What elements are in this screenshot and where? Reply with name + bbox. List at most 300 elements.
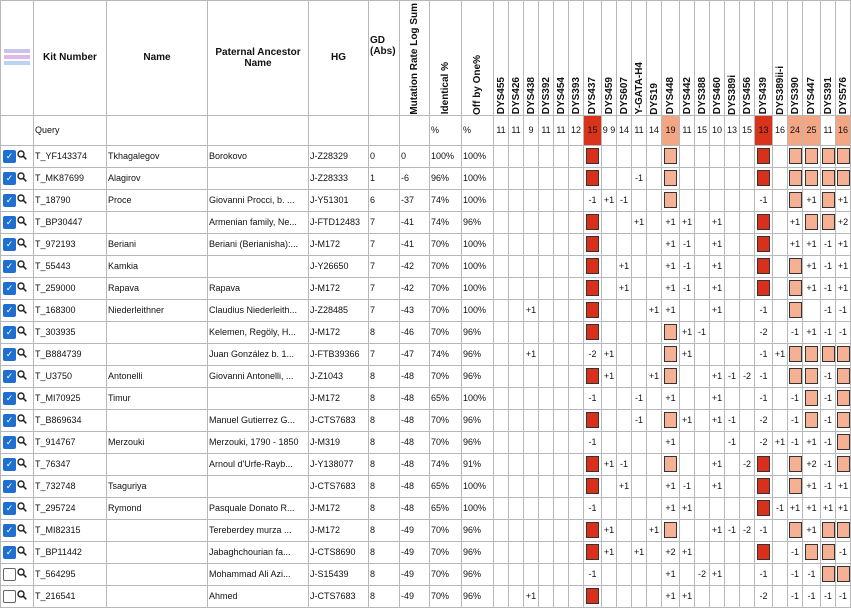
- marker-diff: -1: [725, 409, 740, 431]
- checkbox-icon[interactable]: ✓: [3, 172, 16, 185]
- marker-box-pink: [805, 148, 818, 164]
- col-marker-dys448[interactable]: [662, 1, 680, 116]
- marker-diff: -1: [725, 431, 740, 453]
- marker-diff: +1: [662, 277, 680, 299]
- marker-cell: [554, 255, 569, 277]
- marker-diff: -1: [617, 453, 632, 475]
- table-row[interactable]: [1, 497, 851, 519]
- kit-number[interactable]: T_BP11442: [34, 541, 107, 563]
- magnifier-icon[interactable]: [17, 458, 27, 470]
- marker-cell: [680, 387, 695, 409]
- row-select-cell: [1, 387, 34, 409]
- marker-diff: +1: [680, 541, 695, 563]
- checkbox-icon[interactable]: ✓: [3, 414, 16, 427]
- table-row[interactable]: [1, 255, 851, 277]
- marker-cell: [773, 365, 788, 387]
- col-marker-dys607[interactable]: [617, 1, 632, 116]
- marker-cell: [539, 453, 554, 475]
- marker-cell: [524, 277, 539, 299]
- col-paternal-ancestor[interactable]: Paternal Ancestor Name: [208, 1, 309, 116]
- marker-box-pink: [789, 192, 802, 208]
- marker-cell: [554, 365, 569, 387]
- marker-cell: [554, 453, 569, 475]
- marker-label: DYS19: [648, 82, 660, 115]
- marker-cell: [740, 145, 755, 167]
- marker-diff-box: [584, 585, 602, 607]
- magnifier-icon[interactable]: [17, 172, 27, 184]
- kit-number[interactable]: T_295724: [34, 497, 107, 519]
- checkbox-icon[interactable]: ✓: [3, 392, 16, 405]
- col-off-by-one[interactable]: [462, 1, 494, 116]
- checkbox-icon[interactable]: ✓: [3, 348, 16, 361]
- marker-cell: [602, 585, 617, 607]
- marker-cell: [740, 167, 755, 189]
- checkbox-icon[interactable]: ✓: [3, 370, 16, 383]
- marker-cell: [524, 189, 539, 211]
- table-row[interactable]: [1, 167, 851, 189]
- identical-percent: 70%: [430, 365, 462, 387]
- kit-number[interactable]: T_18790: [34, 189, 107, 211]
- marker-cell: [617, 365, 632, 387]
- identical-percent: 74%: [430, 453, 462, 475]
- marker-diff-box: [803, 387, 821, 409]
- mutation-rate: 0: [400, 145, 430, 167]
- genetic-distance: 7: [369, 233, 400, 255]
- marker-cell: [554, 343, 569, 365]
- magnifier-icon[interactable]: [17, 282, 27, 294]
- query-identical-pct: %: [430, 115, 462, 145]
- col-kit-number[interactable]: Kit Number: [34, 1, 107, 116]
- mutation-rate: -48: [400, 387, 430, 409]
- query-row: [1, 115, 851, 145]
- haplogroup: J-Z28485: [309, 299, 369, 321]
- col-marker-dys438[interactable]: [524, 1, 539, 116]
- kit-number[interactable]: T_55443: [34, 255, 107, 277]
- marker-diff: +1: [803, 189, 821, 211]
- col-marker-dys460[interactable]: [710, 1, 725, 116]
- marker-cell: [773, 277, 788, 299]
- kit-number[interactable]: T_564295: [34, 563, 107, 585]
- marker-box-red: [586, 368, 599, 384]
- marker-cell: [539, 387, 554, 409]
- marker-diff-box: [821, 343, 836, 365]
- marker-cell: [524, 387, 539, 409]
- marker-box-pink: [822, 192, 835, 208]
- marker-cell: [569, 387, 584, 409]
- marker-cell: [509, 563, 524, 585]
- magnifier-icon[interactable]: [17, 392, 27, 404]
- magnifier-icon[interactable]: [17, 260, 27, 272]
- marker-box-pink: [805, 368, 818, 384]
- marker-cell: [509, 541, 524, 563]
- col-name[interactable]: Name: [107, 1, 208, 116]
- marker-cell: [725, 321, 740, 343]
- row-select-cell: [1, 519, 34, 541]
- marker-diff: +1: [710, 453, 725, 475]
- marker-diff: +1: [773, 343, 788, 365]
- marker-cell: [539, 475, 554, 497]
- col-marker-dys455[interactable]: [494, 1, 509, 116]
- magnifier-icon[interactable]: [17, 524, 27, 536]
- table-row[interactable]: [1, 541, 851, 563]
- checkbox-icon[interactable]: [3, 568, 16, 581]
- marker-label: DYS391: [822, 77, 834, 115]
- marker-cell: [494, 475, 509, 497]
- row-select-cell: [1, 321, 34, 343]
- table-row[interactable]: [1, 475, 851, 497]
- kit-number[interactable]: T_216541: [34, 585, 107, 607]
- query-value: 19: [662, 115, 680, 145]
- table-row[interactable]: [1, 277, 851, 299]
- marker-cell: [617, 387, 632, 409]
- table-row[interactable]: [1, 453, 851, 475]
- marker-diff: +1: [602, 343, 617, 365]
- identical-percent: 70%: [430, 585, 462, 607]
- marker-cell: [680, 299, 695, 321]
- table-row[interactable]: [1, 321, 851, 343]
- genetic-distance: 8: [369, 585, 400, 607]
- marker-diff: +1: [710, 277, 725, 299]
- paternal-ancestor: [208, 255, 309, 277]
- kit-number[interactable]: T_B884739: [34, 343, 107, 365]
- col-hg[interactable]: HG: [309, 1, 369, 116]
- marker-cell: [647, 475, 662, 497]
- table-row[interactable]: [1, 409, 851, 431]
- paternal-ancestor: [208, 387, 309, 409]
- kit-number[interactable]: T_YF143374: [34, 145, 107, 167]
- mutation-rate: -48: [400, 475, 430, 497]
- haplogroup: J-Z28333: [309, 167, 369, 189]
- marker-cell: [602, 321, 617, 343]
- magnifier-icon[interactable]: [17, 436, 27, 448]
- marker-diff: -2: [755, 409, 773, 431]
- col-marker-dys389i[interactable]: [725, 1, 740, 116]
- magnifier-icon[interactable]: [17, 326, 27, 338]
- marker-cell: [632, 145, 647, 167]
- table-row[interactable]: [1, 431, 851, 453]
- row-select-cell: [1, 453, 34, 475]
- marker-label: DYS454: [555, 77, 567, 115]
- marker-diff: +2: [836, 211, 851, 233]
- row-select-cell: [1, 299, 34, 321]
- mutation-rate: -48: [400, 453, 430, 475]
- kit-number[interactable]: T_B869634: [34, 409, 107, 431]
- table-row[interactable]: [1, 519, 851, 541]
- col-marker-dys442[interactable]: [680, 1, 695, 116]
- marker-cell: [647, 453, 662, 475]
- checkbox-icon[interactable]: [3, 590, 16, 603]
- marker-cell: [773, 189, 788, 211]
- mutation-rate: -42: [400, 277, 430, 299]
- marker-cell: [773, 409, 788, 431]
- checkbox-icon[interactable]: ✓: [3, 150, 16, 163]
- table-row[interactable]: [1, 563, 851, 585]
- table-row[interactable]: [1, 585, 851, 607]
- checkbox-icon[interactable]: ✓: [3, 304, 16, 317]
- name: Rymond: [107, 497, 208, 519]
- marker-cell: [725, 541, 740, 563]
- kit-number[interactable]: T_303935: [34, 321, 107, 343]
- kit-number[interactable]: T_MI70925: [34, 387, 107, 409]
- marker-diff: -1: [755, 563, 773, 585]
- col-marker-y-gata-h4[interactable]: [632, 1, 647, 116]
- mutation-rate: -41: [400, 211, 430, 233]
- marker-cell: [494, 497, 509, 519]
- checkbox-icon[interactable]: ✓: [3, 458, 16, 471]
- mutation-rate: -6: [400, 167, 430, 189]
- magnifier-icon[interactable]: [17, 238, 27, 250]
- col-marker-dys439[interactable]: [755, 1, 773, 116]
- marker-diff: -1: [788, 563, 803, 585]
- col-mutation-rate[interactable]: [400, 1, 430, 116]
- table-row[interactable]: [1, 387, 851, 409]
- col-marker-dys576[interactable]: [836, 1, 851, 116]
- marker-diff-box: [803, 211, 821, 233]
- table-row[interactable]: [1, 299, 851, 321]
- kit-number[interactable]: T_168300: [34, 299, 107, 321]
- haplogroup: J-M319: [309, 431, 369, 453]
- row-select-cell: [1, 277, 34, 299]
- marker-cell: [509, 321, 524, 343]
- genetic-distance: 7: [369, 211, 400, 233]
- marker-diff: +1: [836, 475, 851, 497]
- marker-diff: -2: [695, 563, 710, 585]
- checkbox-icon[interactable]: ✓: [3, 502, 16, 515]
- marker-cell: [710, 321, 725, 343]
- magnifier-icon[interactable]: [17, 414, 27, 426]
- magnifier-icon[interactable]: [17, 216, 27, 228]
- checkbox-icon[interactable]: ✓: [3, 260, 16, 273]
- marker-cell: [725, 497, 740, 519]
- marker-diff: +1: [632, 541, 647, 563]
- marker-label: DYS393: [570, 77, 582, 115]
- magnifier-icon[interactable]: [17, 194, 27, 206]
- marker-box-red: [586, 148, 599, 164]
- marker-diff: +1: [836, 233, 851, 255]
- col-identical[interactable]: [430, 1, 462, 116]
- genetic-distance: 8: [369, 563, 400, 585]
- checkbox-icon[interactable]: ✓: [3, 216, 16, 229]
- marker-cell: [680, 431, 695, 453]
- paternal-ancestor: Rapava: [208, 277, 309, 299]
- magnifier-icon[interactable]: [17, 568, 27, 580]
- marker-cell: [554, 387, 569, 409]
- marker-cell: [695, 343, 710, 365]
- marker-cell: [554, 585, 569, 607]
- checkbox-icon[interactable]: ✓: [3, 524, 16, 537]
- table-row[interactable]: [1, 343, 851, 365]
- col-marker-dys447[interactable]: [803, 1, 821, 116]
- marker-diff: +1: [710, 233, 725, 255]
- marker-box-pink: [822, 566, 835, 582]
- marker-cell: [695, 585, 710, 607]
- kit-number[interactable]: T_732748: [34, 475, 107, 497]
- marker-box-pink: [837, 412, 850, 428]
- col-marker-dys19[interactable]: [647, 1, 662, 116]
- genetic-distance: 7: [369, 277, 400, 299]
- magnifier-icon[interactable]: [17, 546, 27, 558]
- marker-cell: [509, 475, 524, 497]
- marker-cell: [632, 255, 647, 277]
- genetic-distance: 8: [369, 409, 400, 431]
- table-row[interactable]: [1, 189, 851, 211]
- name: [107, 563, 208, 585]
- mutation-rate: -41: [400, 233, 430, 255]
- marker-cell: [539, 277, 554, 299]
- marker-box-pink: [822, 214, 835, 230]
- haplogroup: J-FTB39366: [309, 343, 369, 365]
- marker-cell: [617, 233, 632, 255]
- marker-diff: -1: [680, 475, 695, 497]
- paternal-ancestor: Giovanni Procci, b. ...: [208, 189, 309, 211]
- name: [107, 453, 208, 475]
- marker-cell: [554, 277, 569, 299]
- col-marker-dys391[interactable]: [821, 1, 836, 116]
- marker-box-pink: [789, 280, 802, 296]
- col-marker-dys393[interactable]: [569, 1, 584, 116]
- query-value: 11: [554, 115, 569, 145]
- marker-diff: +1: [602, 189, 617, 211]
- paternal-ancestor: Merzouki, 1790 - 1850: [208, 431, 309, 453]
- magnifier-icon[interactable]: [17, 370, 27, 382]
- marker-box-red: [586, 324, 599, 340]
- magnifier-icon[interactable]: [17, 304, 27, 316]
- col-marker-dys454[interactable]: [554, 1, 569, 116]
- marker-cell: [524, 365, 539, 387]
- marker-diff-box: [662, 189, 680, 211]
- marker-diff: -1: [725, 365, 740, 387]
- table-row[interactable]: [1, 211, 851, 233]
- marker-cell: [554, 145, 569, 167]
- marker-cell: [710, 145, 725, 167]
- marker-diff: +1: [836, 189, 851, 211]
- col-marker-dys390[interactable]: [788, 1, 803, 116]
- name: Rapava: [107, 277, 208, 299]
- col-identical-label: Identical %: [440, 62, 451, 115]
- identical-percent: 100%: [430, 145, 462, 167]
- marker-diff: -2: [740, 453, 755, 475]
- kit-number[interactable]: T_259000: [34, 277, 107, 299]
- marker-box-pink: [837, 390, 850, 406]
- marker-diff: +1: [710, 409, 725, 431]
- checkbox-icon[interactable]: ✓: [3, 326, 16, 339]
- marker-diff: +1: [710, 475, 725, 497]
- marker-diff: +1: [710, 563, 725, 585]
- kit-number[interactable]: T_U3750: [34, 365, 107, 387]
- col-marker-dys426[interactable]: [509, 1, 524, 116]
- marker-box-pink: [837, 368, 850, 384]
- magnifier-icon[interactable]: [17, 150, 27, 162]
- col-marker-dys389ii-i[interactable]: [773, 1, 788, 116]
- marker-diff: +1: [662, 387, 680, 409]
- checkbox-icon[interactable]: ✓: [3, 546, 16, 559]
- magnifier-icon[interactable]: [17, 502, 27, 514]
- identical-percent: 70%: [430, 233, 462, 255]
- kit-number[interactable]: T_914767: [34, 431, 107, 453]
- marker-diff: -1: [584, 497, 602, 519]
- marker-cell: [617, 211, 632, 233]
- marker-diff: -1: [836, 585, 851, 607]
- marker-cell: [647, 387, 662, 409]
- marker-box-pink: [805, 170, 818, 186]
- marker-diff: +1: [680, 409, 695, 431]
- checkbox-icon[interactable]: ✓: [3, 436, 16, 449]
- kit-number[interactable]: T_MI82315: [34, 519, 107, 541]
- col-marker-dys456[interactable]: [740, 1, 755, 116]
- marker-cell: [524, 409, 539, 431]
- marker-cell: [740, 563, 755, 585]
- col-gd[interactable]: GD (Abs): [369, 1, 400, 116]
- col-marker-dys437[interactable]: [584, 1, 602, 116]
- marker-cell: [569, 475, 584, 497]
- marker-diff-box: [584, 519, 602, 541]
- marker-diff: +2: [803, 453, 821, 475]
- marker-cell: [617, 409, 632, 431]
- query-value: 25: [803, 115, 821, 145]
- marker-diff-box: [755, 211, 773, 233]
- table-row[interactable]: [1, 145, 851, 167]
- marker-cell: [632, 299, 647, 321]
- marker-diff: -1: [617, 189, 632, 211]
- kit-number[interactable]: T_76347: [34, 453, 107, 475]
- marker-cell: [647, 585, 662, 607]
- col-marker-dys459[interactable]: [602, 1, 617, 116]
- marker-diff: +1: [710, 211, 725, 233]
- marker-diff: -1: [755, 299, 773, 321]
- query-value: 12: [569, 115, 584, 145]
- marker-label: DYS388: [696, 77, 708, 115]
- marker-cell: [539, 409, 554, 431]
- marker-diff: +1: [788, 233, 803, 255]
- kit-number[interactable]: T_972193: [34, 233, 107, 255]
- magnifier-icon[interactable]: [17, 348, 27, 360]
- marker-cell: [725, 585, 740, 607]
- query-ancestor-cell: [208, 115, 309, 145]
- identical-percent: 65%: [430, 475, 462, 497]
- marker-cell: [494, 189, 509, 211]
- marker-label: DYS448: [665, 77, 676, 115]
- name: [107, 343, 208, 365]
- paternal-ancestor: Kelemen, Regöly, H...: [208, 321, 309, 343]
- marker-cell: [539, 431, 554, 453]
- marker-diff-box: [788, 255, 803, 277]
- marker-diff: +1: [803, 233, 821, 255]
- table-row[interactable]: [1, 233, 851, 255]
- identical-percent: 65%: [430, 497, 462, 519]
- checkbox-icon[interactable]: ✓: [3, 480, 16, 493]
- marker-cell: [740, 431, 755, 453]
- col-marker-dys392[interactable]: [539, 1, 554, 116]
- paternal-ancestor: Arnoul d'Urfe-Rayb...: [208, 453, 309, 475]
- marker-cell: [695, 299, 710, 321]
- marker-cell: [509, 365, 524, 387]
- kit-number[interactable]: T_BP30447: [34, 211, 107, 233]
- kit-number[interactable]: T_MK87699: [34, 167, 107, 189]
- checkbox-icon[interactable]: ✓: [3, 194, 16, 207]
- checkbox-icon[interactable]: ✓: [3, 282, 16, 295]
- table-row[interactable]: [1, 365, 851, 387]
- marker-cell: [725, 277, 740, 299]
- marker-diff-box: [662, 321, 680, 343]
- genetic-distance: 7: [369, 255, 400, 277]
- marker-diff-box: [662, 343, 680, 365]
- magnifier-icon[interactable]: [17, 480, 27, 492]
- marker-diff-box: [803, 343, 821, 365]
- col-marker-dys388[interactable]: [695, 1, 710, 116]
- checkbox-icon[interactable]: ✓: [3, 238, 16, 251]
- marker-cell: [524, 321, 539, 343]
- magnifier-icon[interactable]: [17, 590, 27, 602]
